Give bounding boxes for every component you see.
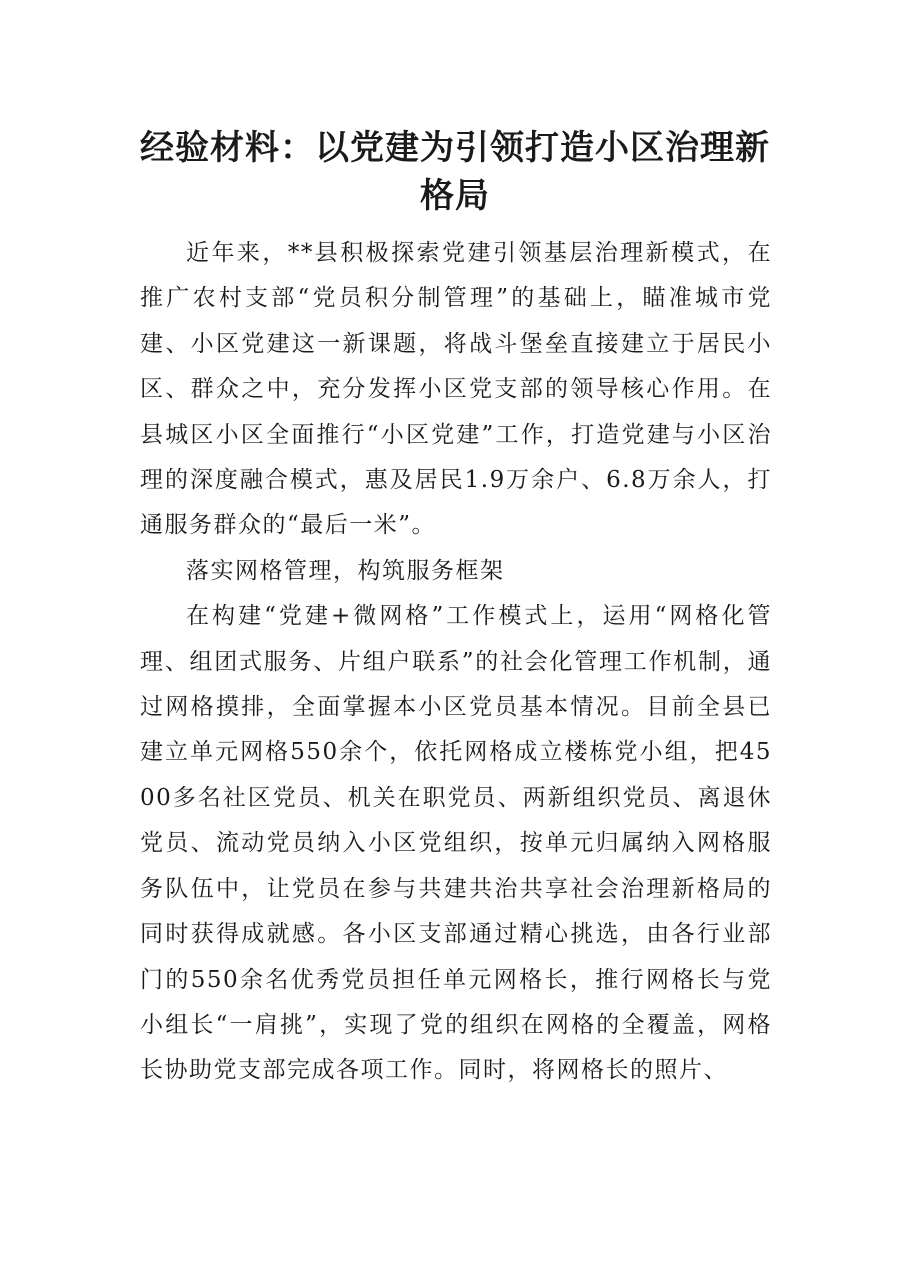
document-body bbox=[140, 231, 772, 1094]
paragraph-intro: 近年来，**县积极探索党建引领基层治理新模式，在推广农村支部“党员积分制管理”的基础上，瞄准城市党建、小区党建这一新课题，将战斗堡垒直接建立于居民小区、群众之中，充分发挥小区党支部的领导核心作用。在县城区小区全面推行“小区党建”工作，打造党建与小区治理的深度融合模式，惠及居民1.9万余户、6.8万余人，打通服务群众的“最后一米”。 bbox=[140, 240, 772, 539]
paragraph-grid-management: 在构建“党建+微网格”工作模式上，运用“网格化管理、组团式服务、片组户联系”的社会化管理工作机制，通过网格摸排，全面掌握本小区党员基本情况。目前全县已建立单元网格550余个，依托网格成立楼栋党小组，把4500多名社区党员、机关在职党员、两新组织党员、离退休党员、流动党员纳入小区党组织，按单元归属纳入网格服务队伍中，让党员在参与共建共治共享社会治理新格局的同时获得成就感。各小区支部通过精心挑选，由各行业部门的550余名优秀党员担任单元网格长，推行网格长与党小组长“一肩挑”，实现了党的组织在网格的全覆盖，网格长协助党支部完成各项工作。同时，将网格长的照片、 bbox=[140, 603, 772, 1084]
section-heading: 落实网格管理，构筑服务框架 bbox=[186, 557, 505, 584]
document-title: 经验材料：以党建为引领打造小区治理新格局 bbox=[140, 128, 770, 216]
